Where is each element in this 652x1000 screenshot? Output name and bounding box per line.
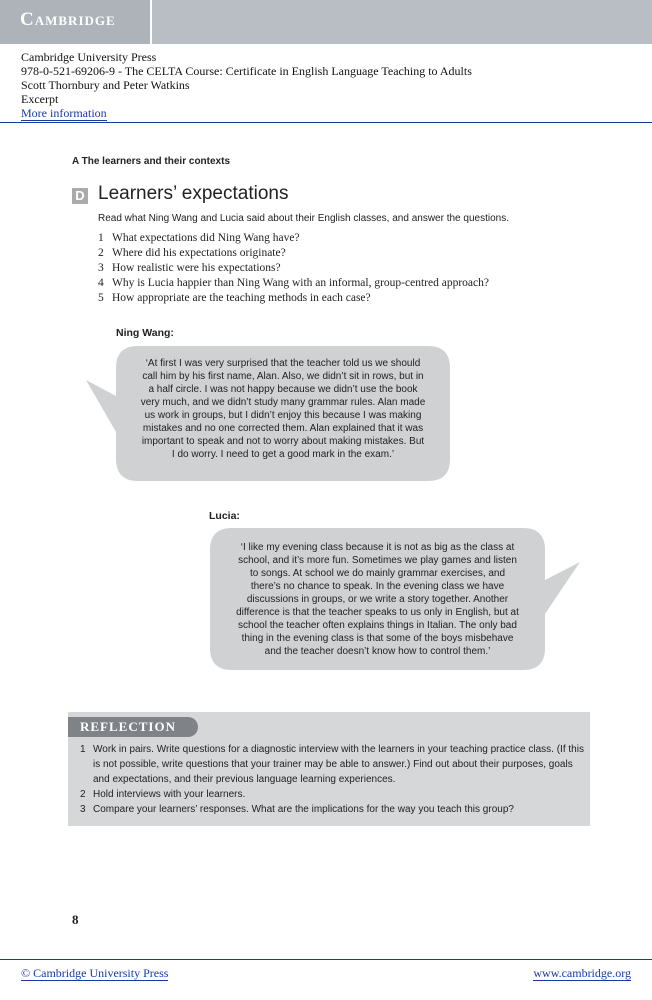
reflection-item bbox=[80, 802, 585, 817]
question-number: 1 bbox=[98, 232, 104, 244]
question-text: How realistic were his expectations? bbox=[112, 262, 281, 274]
ning-quote bbox=[124, 357, 442, 461]
website-link[interactable]: www.cambridge.org bbox=[533, 966, 631, 980]
reflection-box bbox=[68, 712, 590, 826]
quote-line: there’s no chance to speak. In the evening class we have bbox=[250, 581, 505, 592]
reflection-text: Compare your learners’ responses. What are the implications for the way you teach this group? bbox=[93, 804, 514, 815]
reflection-text: Hold interviews with your learners. bbox=[93, 789, 246, 800]
meta-line-excerpt: Excerpt bbox=[21, 92, 59, 106]
reflection-item bbox=[80, 787, 585, 802]
question-number: 4 bbox=[98, 277, 104, 289]
task-title: Learners’ expectations bbox=[98, 183, 289, 204]
footer-divider bbox=[0, 959, 652, 960]
meta-line-authors: Scott Thornbury and Peter Watkins bbox=[21, 78, 190, 92]
logo-text: Cambridge bbox=[20, 9, 116, 30]
reflection-number: 1 bbox=[80, 744, 86, 755]
reflection-number: 3 bbox=[80, 804, 86, 815]
quote-line: thing in the evening class is that some of the boys misbehave bbox=[241, 633, 514, 644]
task-instructions: Read what Ning Wang and Lucia said about their English classes, and answer the questions. bbox=[98, 213, 509, 224]
lucia-quote bbox=[216, 541, 539, 658]
quote-line: I do worry. I need to get a good mark in the exam.’ bbox=[171, 449, 395, 460]
quote-line: important to speak and not to worry about making mistakes. But bbox=[141, 436, 425, 447]
quote-line: very much, and we didn’t study many grammar rules. Alan made bbox=[140, 397, 426, 408]
page-number: 8 bbox=[72, 912, 79, 927]
quote-line: call him by his first name, Alan. Also, we didn’t sit in rows, but in bbox=[142, 371, 424, 382]
reflection-list bbox=[80, 742, 585, 817]
quote-line: and the teacher doesn’t know how to control them.’ bbox=[264, 646, 491, 657]
meta-line-isbn-title: 978-0-521-69206-9 - The CELTA Course: Certificate in English Language Teaching to Adults bbox=[21, 64, 472, 78]
quote-line: ‘At first I was very surprised that the teacher told us we should bbox=[145, 358, 421, 369]
section-heading: A The learners and their contexts bbox=[72, 156, 231, 167]
question-text: Where did his expectations originate? bbox=[112, 247, 286, 259]
ning-speaker-label: Ning Wang: bbox=[116, 327, 174, 339]
question-text: How appropriate are the teaching methods in each case? bbox=[112, 292, 371, 304]
quote-line: mistakes and no one corrected them. Alan explained that it was bbox=[142, 423, 424, 434]
copyright-link[interactable]: © Cambridge University Press bbox=[21, 966, 169, 980]
task-letter-badge: D bbox=[72, 188, 88, 204]
reflection-text: Work in pairs. Write questions for a diagnostic interview with the learners in your teaching practice class. (If this is not possible, write questions that your trainer may be able to answer.) Find out about their purposes, goals and expectations, and their previous language learning experiences. bbox=[93, 744, 584, 785]
question-text: What expectations did Ning Wang have? bbox=[112, 232, 300, 244]
quote-line: school the teacher often explains things in Italian. The only bad bbox=[238, 620, 517, 631]
question-number: 5 bbox=[98, 292, 104, 304]
quote-line: a half circle. I was not happy because we didn’t use the book bbox=[148, 384, 418, 395]
meta-line-publisher: Cambridge University Press bbox=[21, 50, 157, 64]
reflection-number: 2 bbox=[80, 789, 86, 800]
quote-line: school, and it’s more fun. Sometimes we play games and listen bbox=[238, 555, 517, 566]
reflection-item bbox=[80, 742, 585, 787]
more-information-link[interactable]: More information bbox=[21, 106, 107, 120]
reflection-label: REFLECTION bbox=[68, 717, 198, 737]
question-number: 2 bbox=[98, 247, 104, 259]
lucia-speaker-label: Lucia: bbox=[209, 510, 240, 522]
quote-line: to songs. At school we do mainly grammar exercises, and bbox=[249, 568, 506, 579]
quote-line: discussions in groups, or we write a story together. Another bbox=[246, 594, 509, 605]
question-number: 3 bbox=[98, 262, 104, 274]
question-text: Why is Lucia happier than Ning Wang with an informal, group-centred approach? bbox=[112, 277, 489, 289]
quote-line: difference is that the teacher speaks to us only in English, but at bbox=[236, 607, 519, 618]
quote-line: ‘I like my evening class because it is not as big as the class at bbox=[240, 542, 515, 553]
quote-line: us work in groups, but I didn’t enjoy this because I was making bbox=[144, 410, 422, 421]
